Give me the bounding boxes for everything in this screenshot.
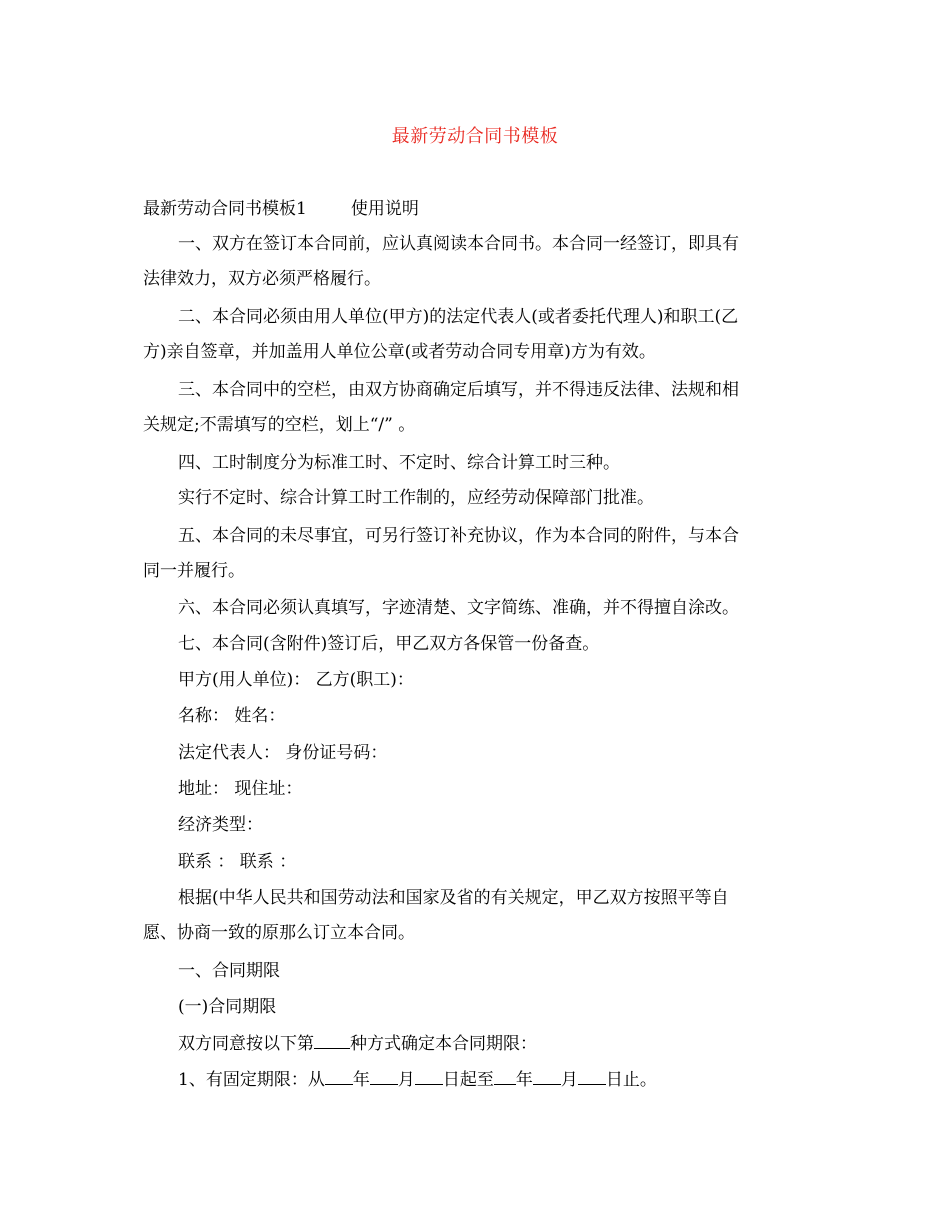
party-line: 名称： 姓名： (178, 706, 286, 726)
fixed-term-text: 1、有固定期限：从 (178, 1070, 325, 1090)
fixed-term-text: 年 (515, 1070, 533, 1090)
fixed-term-text: 月 (560, 1070, 578, 1090)
paragraph-line: 七、本合同(含附件)签订后，甲乙双方各保管一份备查。 (178, 634, 600, 654)
subsection-heading: (一)合同期限 (178, 997, 277, 1017)
day-blank (578, 1070, 606, 1085)
party-line: 法定代表人： 身份证号码： (178, 743, 388, 763)
paragraph-line: 五、本合同的未尽事宜，可另行签订补充协议，作为本合同的附件，与本合 (178, 526, 739, 546)
paragraph-line: 愿、协商一致的原那么订立本合同。 (143, 923, 415, 943)
term-blank (314, 1034, 350, 1049)
party-line: 甲方(用人单位)： 乙方(职工)： (178, 670, 414, 690)
term-line (178, 1033, 838, 1055)
paragraph-line: 三、本合同中的空栏，由双方协商确定后填写，并不得违反法律、法规和相 (178, 380, 739, 400)
document-heading (143, 198, 803, 220)
paragraph-line: 法律效力，双方必须严格履行。 (143, 269, 381, 289)
party-line: 地址： 现住址： (178, 779, 303, 799)
party-line: 联系 ： 联系 ： (178, 852, 297, 872)
day-blank (415, 1070, 443, 1085)
paragraph-line: 六、本合同必须认真填写，字迹清楚、文字简练、准确，并不得擅自涂改。 (178, 598, 739, 618)
section-heading: 一、合同期限 (178, 961, 280, 981)
heading-text: 最新劳动合同书模板1 (143, 199, 307, 219)
fixed-term-text: 日起至 (442, 1070, 494, 1090)
paragraph-line: 实行不定时、综合计算工时工作制的，应经劳动保障部门批准。 (178, 488, 654, 508)
fixed-term-text: 月 (397, 1070, 415, 1090)
paragraph-line: 根据(中华人民共和国劳动法和国家及省的有关规定，甲乙双方按照平等自 (178, 888, 729, 908)
paragraph-line: 方)亲自签章，并加盖用人单位公章(或者劳动合同专用章)方为有效。 (143, 342, 656, 362)
paragraph-line: 四、工时制度分为标准工时、不定时、综合计算工时三种。 (178, 453, 620, 473)
paragraph-line: 二、本合同必须由用人单位(甲方)的法定代表人(或者委托代理人)和职工(乙 (178, 307, 739, 327)
heading-label: 使用说明 (350, 199, 419, 219)
party-line: 经济类型： (178, 815, 263, 835)
month-blank (370, 1070, 398, 1085)
fixed-term-line (178, 1069, 838, 1091)
paragraph-line: 关规定;不需填写的空栏，划上“/” 。 (143, 415, 416, 435)
document-title: 最新劳动合同书模板 (391, 126, 559, 147)
term-text-before: 双方同意按以下第 (178, 1034, 314, 1054)
month-blank (533, 1070, 561, 1085)
term-text-after: 种方式确定本合同期限： (350, 1034, 537, 1054)
year-blank (494, 1070, 516, 1085)
fixed-term-text: 日止。 (605, 1070, 657, 1090)
paragraph-line: 同一并履行。 (143, 561, 245, 581)
fixed-term-text: 年 (352, 1070, 370, 1090)
year-blank (325, 1070, 353, 1085)
paragraph-line: 一、双方在签订本合同前，应认真阅读本合同书。本合同一经签订，即具有 (178, 234, 739, 254)
